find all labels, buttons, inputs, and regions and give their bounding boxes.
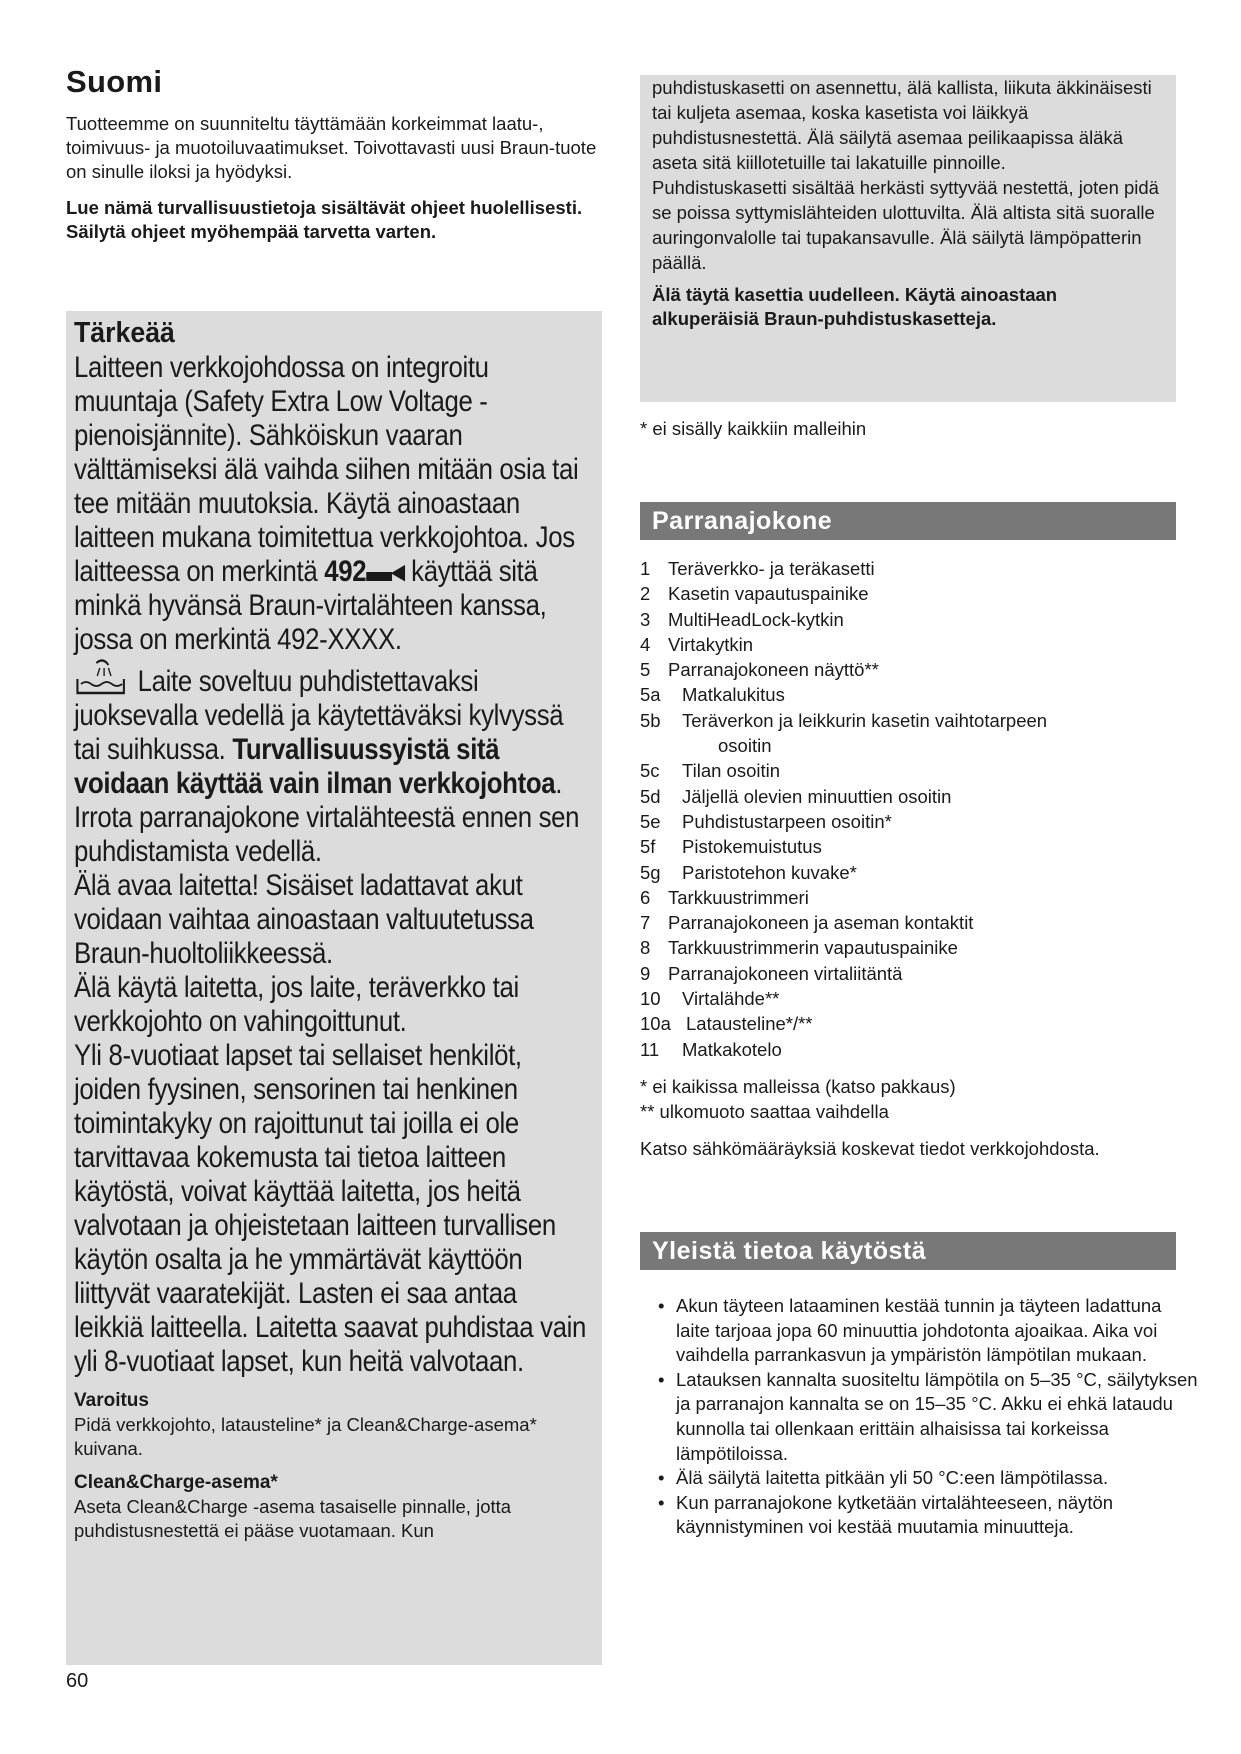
general-info-list <box>658 1294 1198 1540</box>
part-label: Teräverkon ja leikkurin kasetin vaihtotarpeen <box>682 709 1048 731</box>
parts-list-item <box>640 682 1180 707</box>
intro-bold-text: Lue nämä turvallisuustietoja sisältävät ohjeet huolellisesti. Säilytä ohjeet myöhempää tarvetta varten. <box>66 197 583 242</box>
part-label: Virtakytkin <box>668 633 753 655</box>
important-para-5: Yli 8-vuotiaat lapset tai sellaiset henkilöt, joiden fyysinen, sensorinen tai henkinen toimintakyky on rajoittunut tai joilla ei ole tarvittavaa kokemusta tai tietoa laitteen käytöstä, voivat käyttää laitetta, jos heitä valvotaan ja ohjeistetaan laitteen turvallisen käytön osalta ja he ymmärtävät käyttöön liittyvät vaaratekijät. Lasten ei saa antaa leikkiä laitteella. Laitetta saavat puhdistaa vain yli 8-vuotiaat lapset, kun heitä valvotaan. <box>74 1039 587 1378</box>
part-number: 3 <box>640 608 651 630</box>
parts-list-item <box>640 834 1180 859</box>
parts-list-item <box>640 733 1180 758</box>
part-number: 6 <box>640 886 651 908</box>
warning-text: Pidä verkkojohto, latausteline* ja Clean&Charge-asema* kuivana. <box>74 1414 537 1459</box>
part-label: Puhdistustarpeen osoitin* <box>682 810 892 832</box>
part-label: Matkakotelo <box>682 1038 782 1060</box>
shower-bath-icon <box>74 657 127 697</box>
parts-notes <box>640 1074 956 1124</box>
note-not-all-models: * ei kaikissa malleissa (katso pakkaus) <box>640 1076 956 1097</box>
parts-list-item <box>640 632 1180 657</box>
note-appearance: ** ulkomuoto saattaa vaihdella <box>640 1101 889 1122</box>
bullet-dot-icon: • <box>658 1295 665 1316</box>
parts-list-item <box>640 961 1180 986</box>
parts-list-item <box>640 556 1180 581</box>
bullet-text: Älä säilytä laitetta pitkään yli 50 °C:een lämpötilassa. <box>676 1467 1109 1489</box>
part-label: Tarkkuustrimmeri <box>668 886 809 908</box>
part-label: Parranajokoneen näyttö** <box>668 659 879 681</box>
part-number: 5e <box>640 810 661 832</box>
bullet-dot-icon: • <box>658 1467 665 1489</box>
part-label: Parranajokoneen virtaliitäntä <box>668 962 903 984</box>
parts-list-item <box>640 885 1180 910</box>
parts-list-item <box>640 607 1180 632</box>
plug-symbol-label: 492 <box>324 555 367 588</box>
bullet-text: Latauksen kannalta suositeltu lämpötila on 5–35 °C, säilytyksen ja parranajon kannalta se on 15–35 °C. Akku ei ehkä lataudu kunnolla tai ollenkaan erittäin alhaisissa tai korkeissa lämpötiloissa. <box>676 1368 1198 1464</box>
station-text: Aseta Clean&Charge -asema tasaiselle pinnalle, jotta puhdistusnestettä ei pääse vuotamaan. Kun <box>74 1496 512 1541</box>
parts-list-item <box>640 809 1180 834</box>
parts-list-item <box>640 986 1180 1011</box>
info-bullet-item <box>658 1466 1198 1491</box>
part-label: Paristotehon kuvake* <box>682 861 857 883</box>
cartridge-warning-box <box>640 75 1176 402</box>
part-label: Parranajokoneen ja aseman kontaktit <box>668 912 974 934</box>
part-number: 7 <box>640 912 651 934</box>
cartridge-para-1: puhdistuskasetti on asennettu, älä kallista, liikuta äkkinäisesti tai kuljeta asemaa, koska kasetista voi läikkyä puhdistusnestettä. Älä säilytä asemaa peilikaapissa äläkä aseta sitä kiillotetuille tai lakatuille pinnoille. <box>652 77 1152 173</box>
bullet-dot-icon: • <box>658 1491 665 1513</box>
part-number: 1 <box>640 558 651 579</box>
part-number: 4 <box>640 633 651 655</box>
part-label: Pistokemuistutus <box>682 836 822 858</box>
important-text <box>74 351 590 1379</box>
parts-list-item <box>640 784 1180 809</box>
part-label: Tilan osoitin <box>682 760 781 782</box>
part-label: Virtalähde** <box>682 988 780 1010</box>
page-title: Suomi <box>66 64 163 99</box>
part-label: Latausteline*/** <box>686 1013 813 1035</box>
parts-list-item <box>640 708 1180 733</box>
parts-list-item <box>640 657 1180 682</box>
plug-symbol-icon: 492▬◂ <box>324 555 405 588</box>
part-number: 10 <box>640 988 661 1010</box>
section-heading-general: Yleistä tietoa käytöstä <box>640 1232 1176 1270</box>
part-label: osoitin <box>718 735 772 757</box>
part-number: 5b <box>640 709 661 731</box>
bullet-text: Akun täyteen lataaminen kestää tunnin ja täyteen ladattuna laite tarjoaa jopa 60 minuuttia johdotonta ajoaikaa. Aika voi vaihdella parrankasvun ja ympäristön lämpötilan mukaan. <box>676 1295 1162 1366</box>
cartridge-bold-note: Älä täytä kasettia uudelleen. Käytä ainoastaan alkuperäisiä Braun-puhdistuskasetteja. <box>652 284 1058 329</box>
part-label: Teräverkko- ja teräkasetti <box>668 558 875 579</box>
part-number: 8 <box>640 937 651 959</box>
part-number: 10a <box>640 1013 671 1035</box>
important-para-4: Älä käytä laitetta, jos laite, teräverkko tai verkkojohto on vahingoittunut. <box>74 971 519 1038</box>
important-para-3: Älä avaa laitetta! Sisäiset ladattavat akut voidaan vaihtaa ainoastaan valtuutetussa Braun-huoltoliikkeessä. <box>74 869 534 970</box>
cartridge-para-2: Puhdistuskasetti sisältää herkästi syttyvää nestettä, joten pidä se poissa syttymislähteiden ulottuvilta. Älä altista sitä suoralle auringonvalolle tai tupakansavulle. Älä säilytä lämpöpatterin päällä. <box>652 177 1159 273</box>
models-footnote: * ei sisälly kaikkiin malleihin <box>640 418 867 439</box>
info-bullet-item <box>658 1368 1198 1466</box>
info-bullet-item <box>658 1491 1198 1540</box>
part-number: 5c <box>640 760 660 782</box>
important-para-2-b: . Irrota parranajokone virtalähteestä ennen sen puhdistamista vedellä. <box>74 767 580 868</box>
parts-list-item <box>640 581 1180 606</box>
important-para-1-cont: käyttää sitä minkä hyvänsä Braun-virtalähteen kanssa, jossa on merkintä 492-XXXX. <box>74 555 547 656</box>
part-number: 2 <box>640 583 651 605</box>
part-label: Kasetin vapautuspainike <box>668 583 869 605</box>
part-number: 5d <box>640 785 661 807</box>
part-number: 11 <box>640 1038 660 1060</box>
parts-list-item <box>640 1037 1180 1062</box>
parts-list-item <box>640 758 1180 783</box>
part-number: 9 <box>640 962 651 984</box>
part-label: Tarkkuustrimmerin vapautuspainike <box>668 937 958 959</box>
parts-list <box>640 556 1180 1062</box>
important-para-1 <box>74 351 590 657</box>
left-column <box>66 64 604 244</box>
parts-list-item <box>640 935 1180 960</box>
mains-info-note: Katso sähkömääräyksiä koskevat tiedot verkkojohdosta. <box>640 1138 1100 1159</box>
info-bullet-item <box>658 1294 1198 1368</box>
bullet-dot-icon: • <box>658 1368 665 1390</box>
parts-list-item <box>640 1011 1180 1036</box>
important-title: Tärkeää <box>74 317 175 349</box>
section-heading-shaver: Parranajokone <box>640 502 1176 540</box>
part-label: Matkalukitus <box>682 684 785 706</box>
part-label: MultiHeadLock-kytkin <box>668 608 844 630</box>
important-box <box>66 311 602 1665</box>
important-para-2 <box>74 657 590 869</box>
intro-text: Tuotteemme on suunniteltu täyttämään korkeimmat laatu-, toimivuus- ja muotoiluvaatimukset. Toivottavasti uusi Braun-tuote on sinulle iloksi ja hyödyksi. <box>66 113 597 182</box>
page-number: 60 <box>66 1670 89 1692</box>
warning-heading: Varoitus <box>74 1390 149 1411</box>
part-number: 5 <box>640 659 651 681</box>
part-label: Jäljellä olevien minuuttien osoitin <box>682 785 952 807</box>
station-heading: Clean&Charge-asema* <box>74 1472 278 1493</box>
important-para-2-a: Laite soveltuu puhdistettavaksi juoksevalla vedellä ja käytettäväksi kylvyssä tai suihkussa. <box>74 665 564 766</box>
bullet-text: Kun parranajokone kytketään virtalähteeseen, näytön käynnistyminen voi kestää muutamia minuutteja. <box>676 1491 1114 1538</box>
part-number: 5f <box>640 836 656 858</box>
important-para-2-bold: Turvallisuussyistä sitä voidaan käyttää vain ilman verkkojohtoa <box>74 733 556 800</box>
part-number: 5g <box>640 861 661 883</box>
parts-list-item <box>640 860 1180 885</box>
parts-list-item <box>640 910 1180 935</box>
part-number: 5a <box>640 684 661 706</box>
important-para-1-text: Laitteen verkkojohdossa on integroitu muuntaja (Safety Extra Low Voltage -pienoisjännite). Sähköiskun vaaran välttämiseksi älä vaihda siihen mitään osia tai tee mitään muutoksia. Käytä ainoastaan laitteen mukana toimitettua verkkojohtoa. Jos laitteessa on merkintä <box>74 351 579 588</box>
